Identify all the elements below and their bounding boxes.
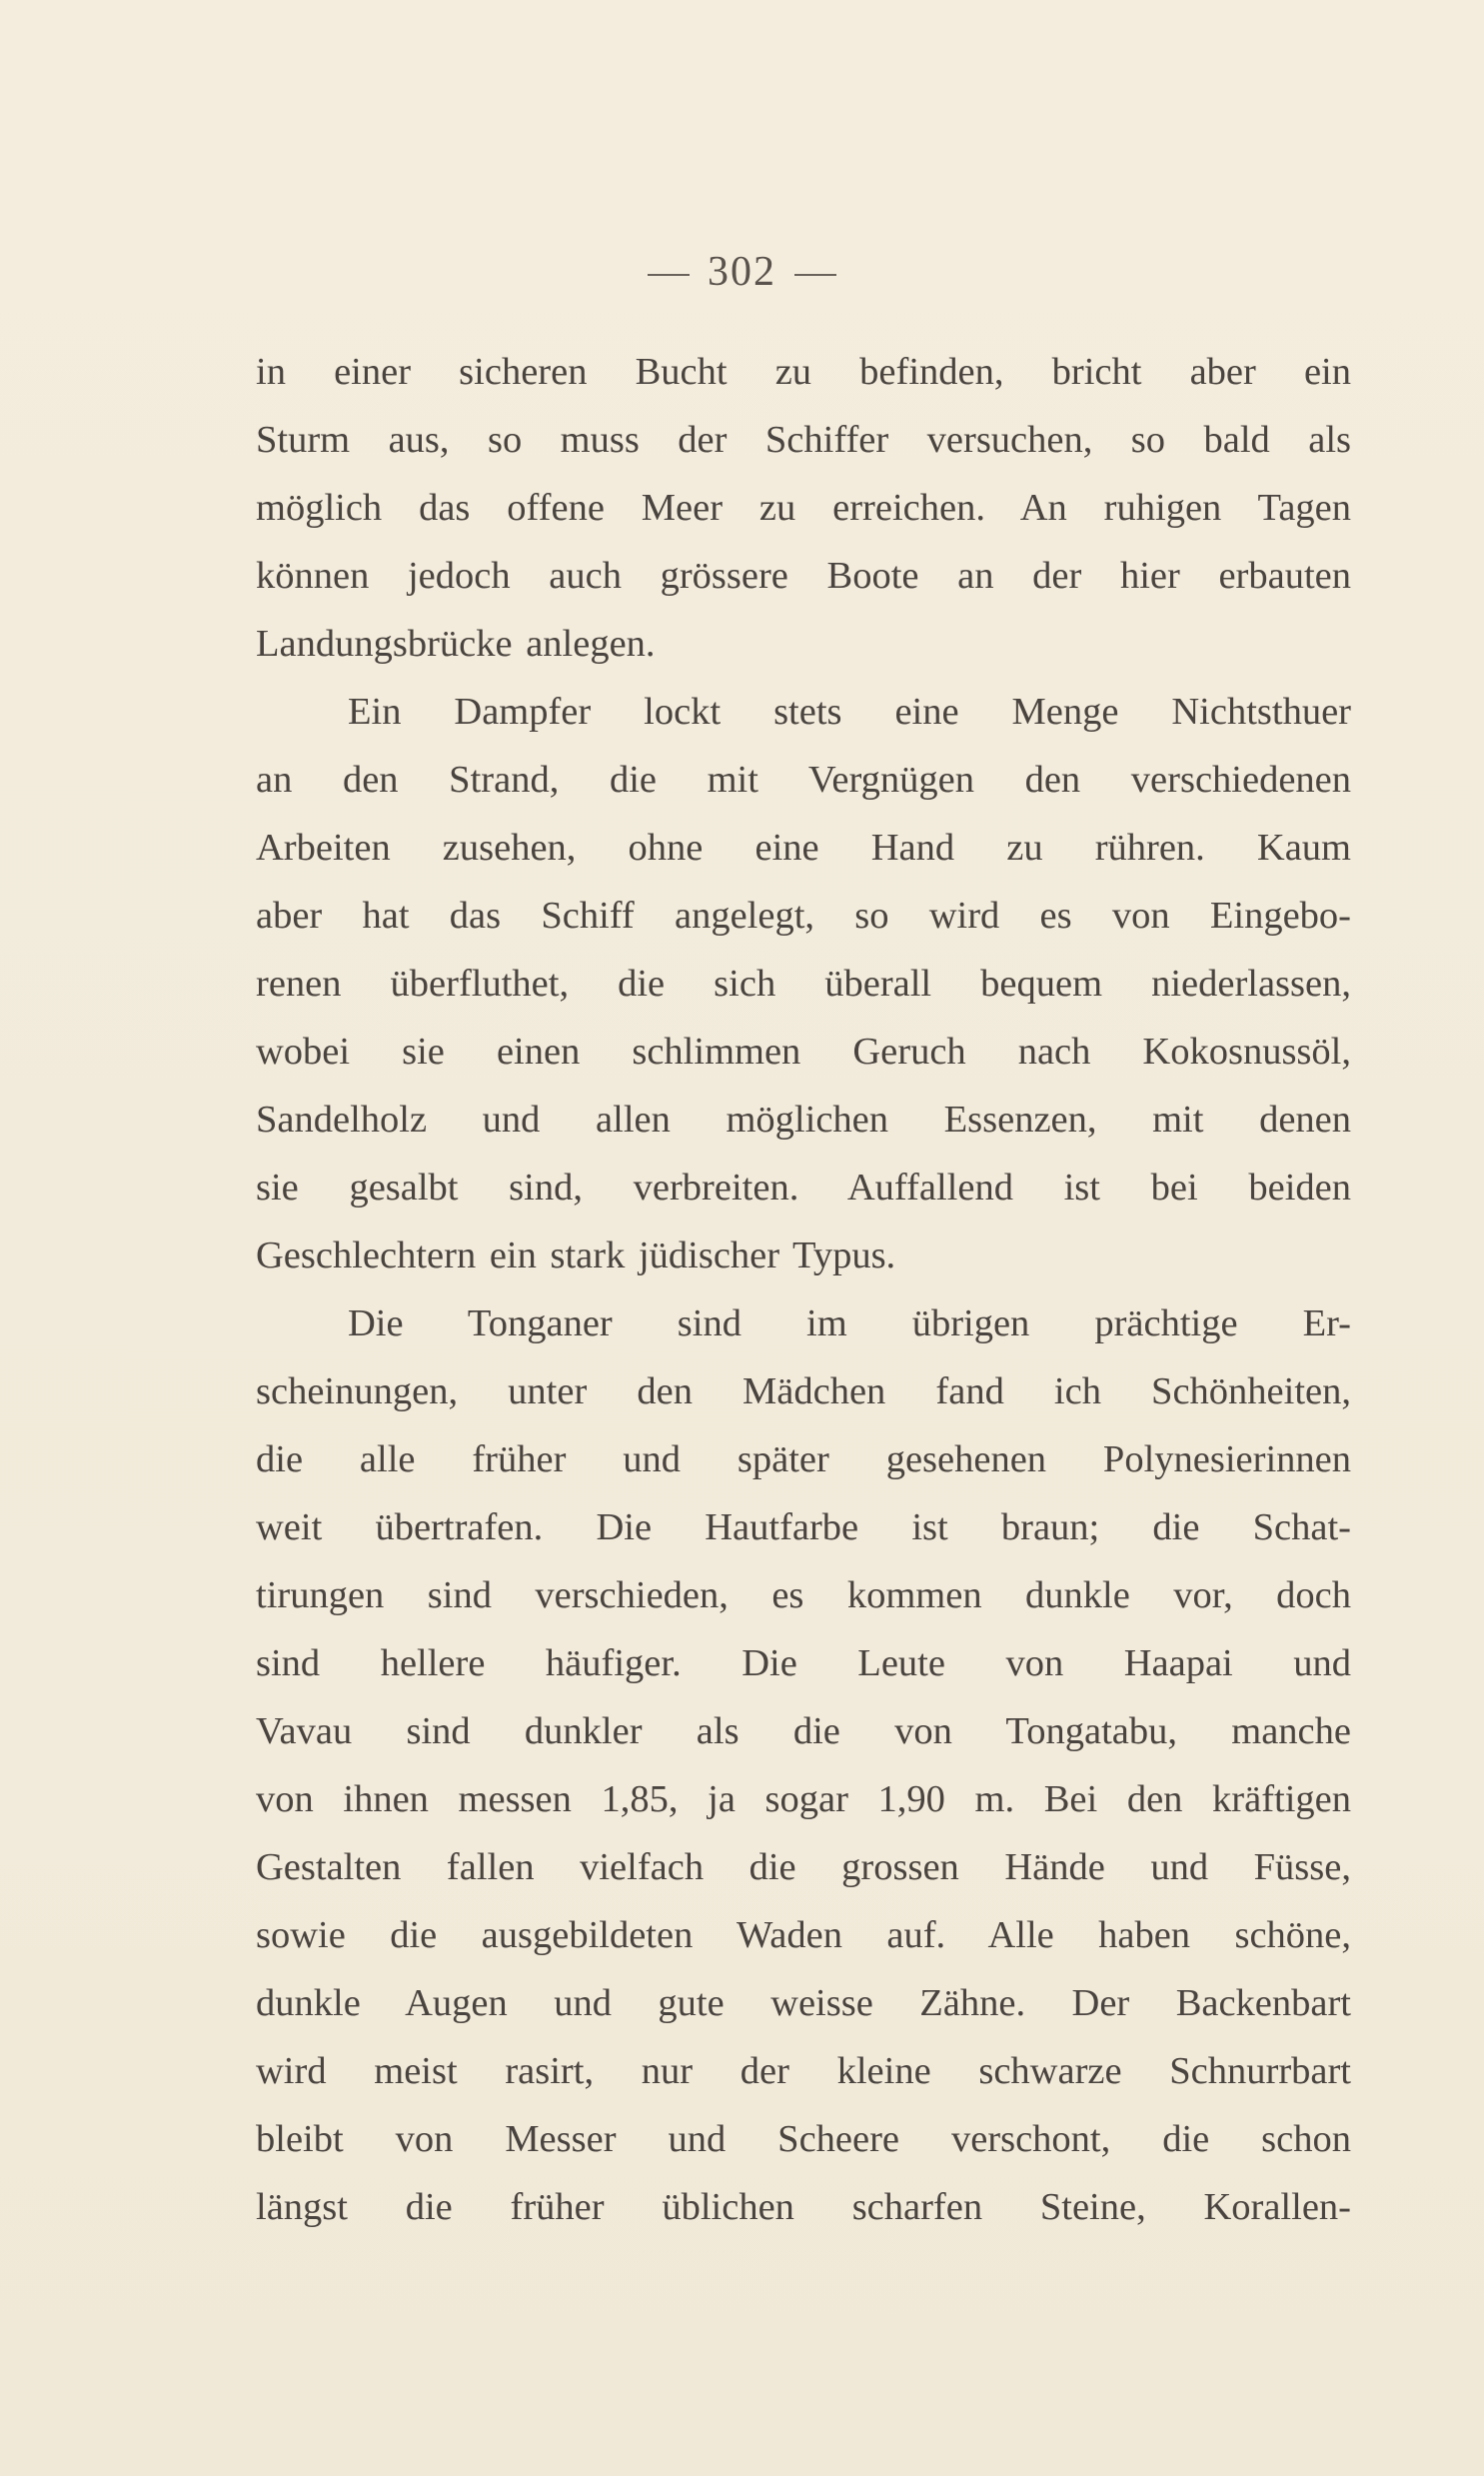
- page-header: [0, 248, 1484, 296]
- text-line: renen überfluthet, die sich überall bequem niederlassen,: [256, 963, 1351, 1005]
- text-line: sowie die ausgebildeten Waden auf. Alle haben schöne,: [256, 1914, 1351, 1956]
- text-line: tirungen sind verschieden, es kommen dunkle vor, doch: [256, 1574, 1351, 1616]
- text-line: Sandelholz und allen möglichen Essenzen, mit denen: [256, 1099, 1351, 1141]
- text-line: die alle früher und später gesehenen Polynesierinnen: [256, 1438, 1351, 1480]
- page-number: 302: [708, 249, 776, 295]
- header-dash-right: [794, 274, 836, 276]
- text-line: Ein Dampfer lockt stets eine Menge Nichtsthuer: [348, 691, 1351, 733]
- text-line: können jedoch auch grössere Boote an der hier erbauten: [256, 555, 1351, 597]
- body-text: [256, 338, 1351, 2241]
- text-line: bleibt von Messer und Scheere verschont, die schon: [256, 2118, 1351, 2160]
- text-line: wird meist rasirt, nur der kleine schwarze Schnurrbart: [256, 2050, 1351, 2092]
- text-line: wobei sie einen schlimmen Geruch nach Kokosnussöl,: [256, 1031, 1351, 1073]
- text-line: dunkle Augen und gute weisse Zähne. Der Backenbart: [256, 1982, 1351, 2024]
- text-line: sind hellere häufiger. Die Leute von Haapai und: [256, 1642, 1351, 1684]
- text-line: Die Tonganer sind im übrigen prächtige Er-: [348, 1302, 1351, 1344]
- text-line: Gestalten fallen vielfach die grossen Hände und Füsse,: [256, 1846, 1351, 1888]
- text-line: Landungsbrücke anlegen.: [256, 623, 656, 665]
- text-line: sie gesalbt sind, verbreiten. Auffallend ist bei beiden: [256, 1167, 1351, 1209]
- text-line: Arbeiten zusehen, ohne eine Hand zu rühren. Kaum: [256, 827, 1351, 869]
- text-line: aber hat das Schiff angelegt, so wird es von Eingebo-: [256, 895, 1351, 937]
- text-line: Vavau sind dunkler als die von Tongatabu, manche: [256, 1710, 1351, 1752]
- header-dash-left: [648, 274, 690, 276]
- text-line: von ihnen messen 1,85, ja sogar 1,90 m. Bei den kräftigen: [256, 1778, 1351, 1820]
- text-line: weit übertrafen. Die Hautfarbe ist braun; die Schat-: [256, 1506, 1351, 1548]
- text-line: an den Strand, die mit Vergnügen den verschiedenen: [256, 759, 1351, 801]
- text-line: scheinungen, unter den Mädchen fand ich Schönheiten,: [256, 1370, 1351, 1412]
- text-line: möglich das offene Meer zu erreichen. An ruhigen Tagen: [256, 487, 1351, 529]
- text-line: längst die früher üblichen scharfen Steine, Korallen-: [256, 2186, 1351, 2228]
- text-line: Geschlechtern ein stark jüdischer Typus.: [256, 1235, 896, 1276]
- text-line: in einer sicheren Bucht zu befinden, bricht aber ein: [256, 351, 1351, 393]
- text-line: Sturm aus, so muss der Schiffer versuchen, so bald als: [256, 419, 1351, 461]
